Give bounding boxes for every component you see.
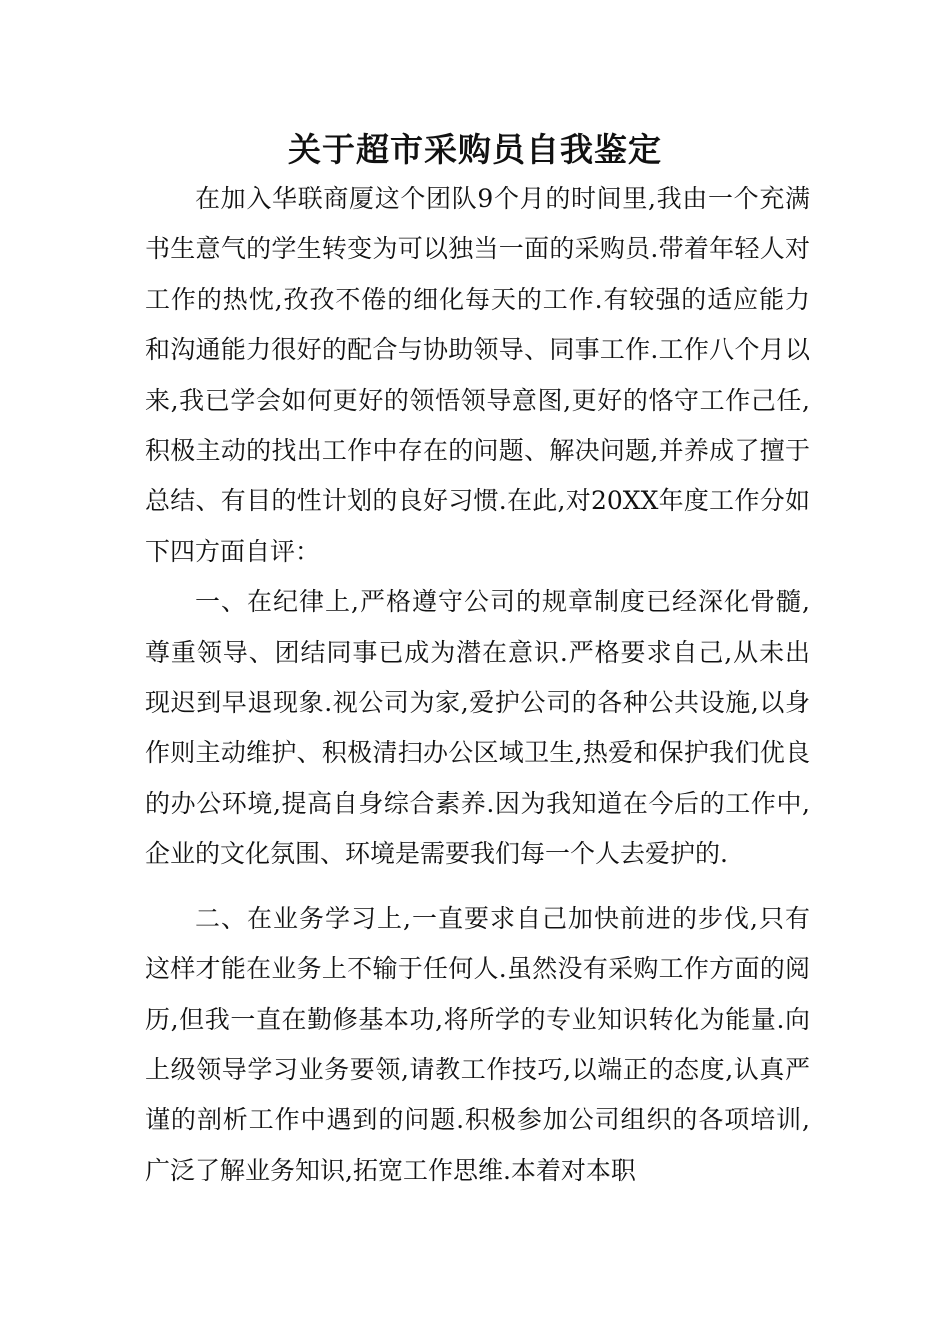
paragraph-business-study: 二、在业务学习上,一直要求自己加快前进的步伐,只有这样才能在业务上不输于任何人.虽然没有采购工作方面的阅历,但我一直在勤修基本功,将所学的专业知识转化为能量.向上级领导学习业务要领,请教工作技巧,以端正的态度,认真严谨的剖析工作中遇到的问题.积极参加公司组织的各项培训,广泛了解业务知识,拓宽工作思维.本着对本职: [145, 903, 810, 1185]
document-title: 关于超市采购员自我鉴定: [288, 130, 662, 169]
document-body: [145, 174, 810, 1196]
paragraph-intro: 在加入华联商厦这个团队9个月的时间里,我由一个充满书生意气的学生转变为可以独当一面的采购员.带着年轻人对工作的热忱,孜孜不倦的细化每天的工作.有较强的适应能力和沟通能力很好的配合与协助领导、同事工作.工作八个月以来,我已学会如何更好的领悟领导意图,更好的恪守工作己任,积极主动的找出工作中存在的问题、解决问题,并养成了擅于总结、有目的性计划的良好习惯.在此,对20XX年度工作分如下四方面自评：: [145, 184, 810, 566]
paragraph-discipline: 一、在纪律上,严格遵守公司的规章制度已经深化骨髓,尊重领导、团结同事已成为潜在意识.严格要求自己,从未出现迟到早退现象.视公司为家,爱护公司的各种公共设施,以身作则主动维护、积极清扫办公区域卫生,热爱和保护我们优良的办公环境,提高自身综合素养.因为我知道在今后的工作中,企业的文化氛围、环境是需要我们每一个人去爱护的.: [145, 587, 810, 869]
